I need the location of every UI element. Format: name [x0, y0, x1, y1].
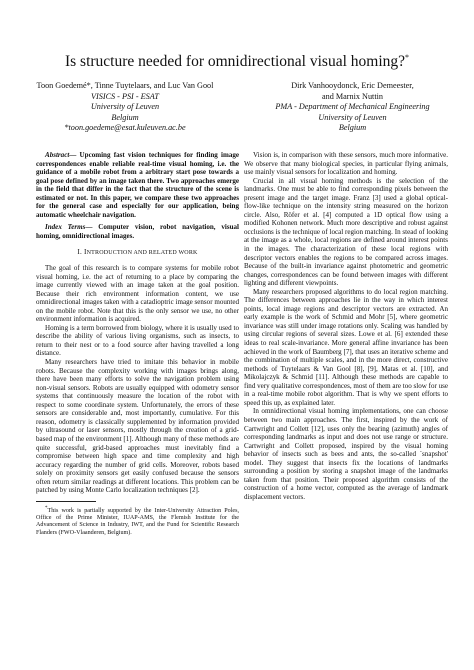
section-title-rest: NTRODUCTION AND RELATED WORK [86, 250, 198, 257]
paper-title [20, 48, 454, 71]
paper-title-text: Is structure needed for omnidirectional visual homing? [64, 53, 406, 71]
index-terms-text: — Computer vision, robot navigation, visual homing, omnidirectional images. [36, 223, 239, 240]
title-footnote-mark: * [405, 53, 410, 62]
author-institution-right: University of Leuven [318, 112, 387, 122]
index-terms-label: Index Terms [45, 223, 86, 232]
index-terms [36, 223, 239, 240]
section-title-initial: I [84, 248, 87, 257]
section-number: I. [77, 248, 82, 257]
paragraph: Crucial in all visual homing methods is the selection of the landmarks. One must be able to find corresponding pixels between the present image and the target image. Franz [3] used a global optical-flow-like technique on the intensity string measured on the horizon circle. Also, Röfer et al. [4] computed a 1D optical flow using a modified Kohonen network. Much more descriptive and robust against occlusions is the technique of local region matching. In stead of looking at the image as a whole, local regions are defined around interest points in the images. The characterization of these local regions with descriptor vectors enables the regions to be compared across images. Because of the built-in invariance against photometric and geometric changes, correspondences can be found between images with different lighting and different viewpoints. [244, 176, 448, 288]
footnote-text: This work is partially supported by the Inter-University Attraction Poles, Office of the Prime Minister, IUAP-AMS, the Flemish Institute for the Advancement of Science in Industry, IWT, and the Fund for Scientific Research Flanders (FWO-Vlaanderen, Belgium). [36, 507, 239, 536]
paragraph: The goal of this research is to compare systems for mobile robot visual homing, i.e. the act of returning to a place by comparing the image currently viewed with an image taken at the goal position. Because their rich environment information content, we use omnidirectional images taken with a catadioptric image sensor mounted on the mobile robot. Note that this is the only sensor we use, no other environment information is acquired. [36, 264, 239, 324]
paragraph: Many researchers have tried to imitate this behavior in mobile robots. Because the complexity working with images brings along, there have been many efforts to solve the navigation problem using non-visual sensors. Robots are usually equipped with odometry sensor systems that continuously measure the location of the robot with respect to some coordinate system. Unfortunately, the errors of these sensors are considerable and, most importantly, cumulative. For this reason, odometry is classically supplemented by information provided by ultrasound or laser sensors, mostly through the creation of a grid-based map of the environment [1]. Although many of these methods are quite successful, grid-based approaches must inevitably find a compromise between high space and time complexity and high accuracy regarding the number of grid cells. Moreover, robots based solely on proximity sensors get easily confused because the sensors often return similar readings at different locations. This problem can be patched by using Monte Carlo localization techniques [2]. [36, 358, 239, 495]
author-names-right-2: and Marnix Nuttin [322, 91, 383, 101]
author-names-left: Toon Goedemé*, Tinne Tuytelaars, and Luc Van Gool [36, 81, 214, 90]
footnote-divider [36, 501, 96, 502]
right-column [244, 151, 448, 501]
paragraph: In omnidirectional visual homing implementations, one can choose between two main approaches. The first, inspired by the work of Cartwright and Collett [12], uses only the bearing (azimuth) angles of corresponding landmarks as input and does not use range or structure. Cartwright and Collett proposed, inspired by the visual homing behavior of insects such as bees and ants, the so-called `snapshot' model. They suggest that insects fix the locations of landmarks surrounding a position by storing a snapshot image of the landmarks taken from that position. Their proposed algorithm consists of the construction of a home vector, computed as the average of landmark displacement vectors. [244, 407, 448, 501]
author-group-left: VISICS - PSI - ESAT [91, 91, 159, 101]
author-block-right [250, 81, 455, 134]
author-email: *toon.goedeme@esat.kuleuven.ac.be [64, 123, 186, 133]
author-group-right: PMA - Department of Mechanical Engineering [275, 102, 430, 112]
footnote [36, 505, 239, 537]
abstract-label: Abstract [45, 151, 70, 159]
author-city-left: Belgium [111, 112, 139, 122]
footnote-mark: * [45, 505, 48, 511]
paragraph: Vision is, in comparison with these sensors, much more informative. We observe that many biological species, in particular flying animals, use mainly visual sensors for localization and homing. [244, 151, 448, 177]
author-names-right-1: Dirk Vanhooydonck, Eric Demeester, [291, 81, 414, 90]
paragraph: Many researchers proposed algorithms to do local region matching. The differences between approaches lie in the way in which interest points, local image regions and descriptor vectors are extracted. An early example is the work of Schmid and Mohr [5], where geometric invariance was still under image rotations only. Scaling was handled by using circular regions of several sizes. Lowe et al. [6] extended these ideas to real scale-invariance. More general affine invariance has been achieved in the work of Baumberg [7], that uses an iterative scheme and the combination of multiple scales, and in the more direct, constructive methods of Tuytelaars & Van Gool [8], [9], Matas et al. [10], and Mikolajczyk & Schmid [11]. Although these methods are capable to find very qualitative correspondences, most of them are too slow for use in a real-time mobile robot algorithm. That is why we spent efforts to speed this up, as explained later. [244, 287, 448, 407]
paragraph: Homing is a term borrowed from biology, where it is usually used to describe the ability of various living organisms, such as insects, to return to their nest or to a food source after having travelled a long distance. [36, 323, 239, 358]
author-institution-left: University of Leuven [90, 102, 160, 112]
abstract-text: — Upcoming fast vision techniques for finding image correspondences enable reliable real-time visual homing, i.e. the guidance of a mobile robot from a arbitrary start pose towards a goal pose defined by an image taken there. Two approaches emerge in the field that differ in the fact that the structure of the scene is estimated or not. In this paper, we compare these two approaches for the general case and especially for our application, being automatic wheelchair navigation. [36, 151, 239, 219]
section-heading [36, 248, 239, 258]
abstract [36, 151, 239, 219]
author-block-left [25, 81, 225, 134]
author-city-right: Belgium [338, 123, 367, 133]
left-column [36, 151, 239, 537]
